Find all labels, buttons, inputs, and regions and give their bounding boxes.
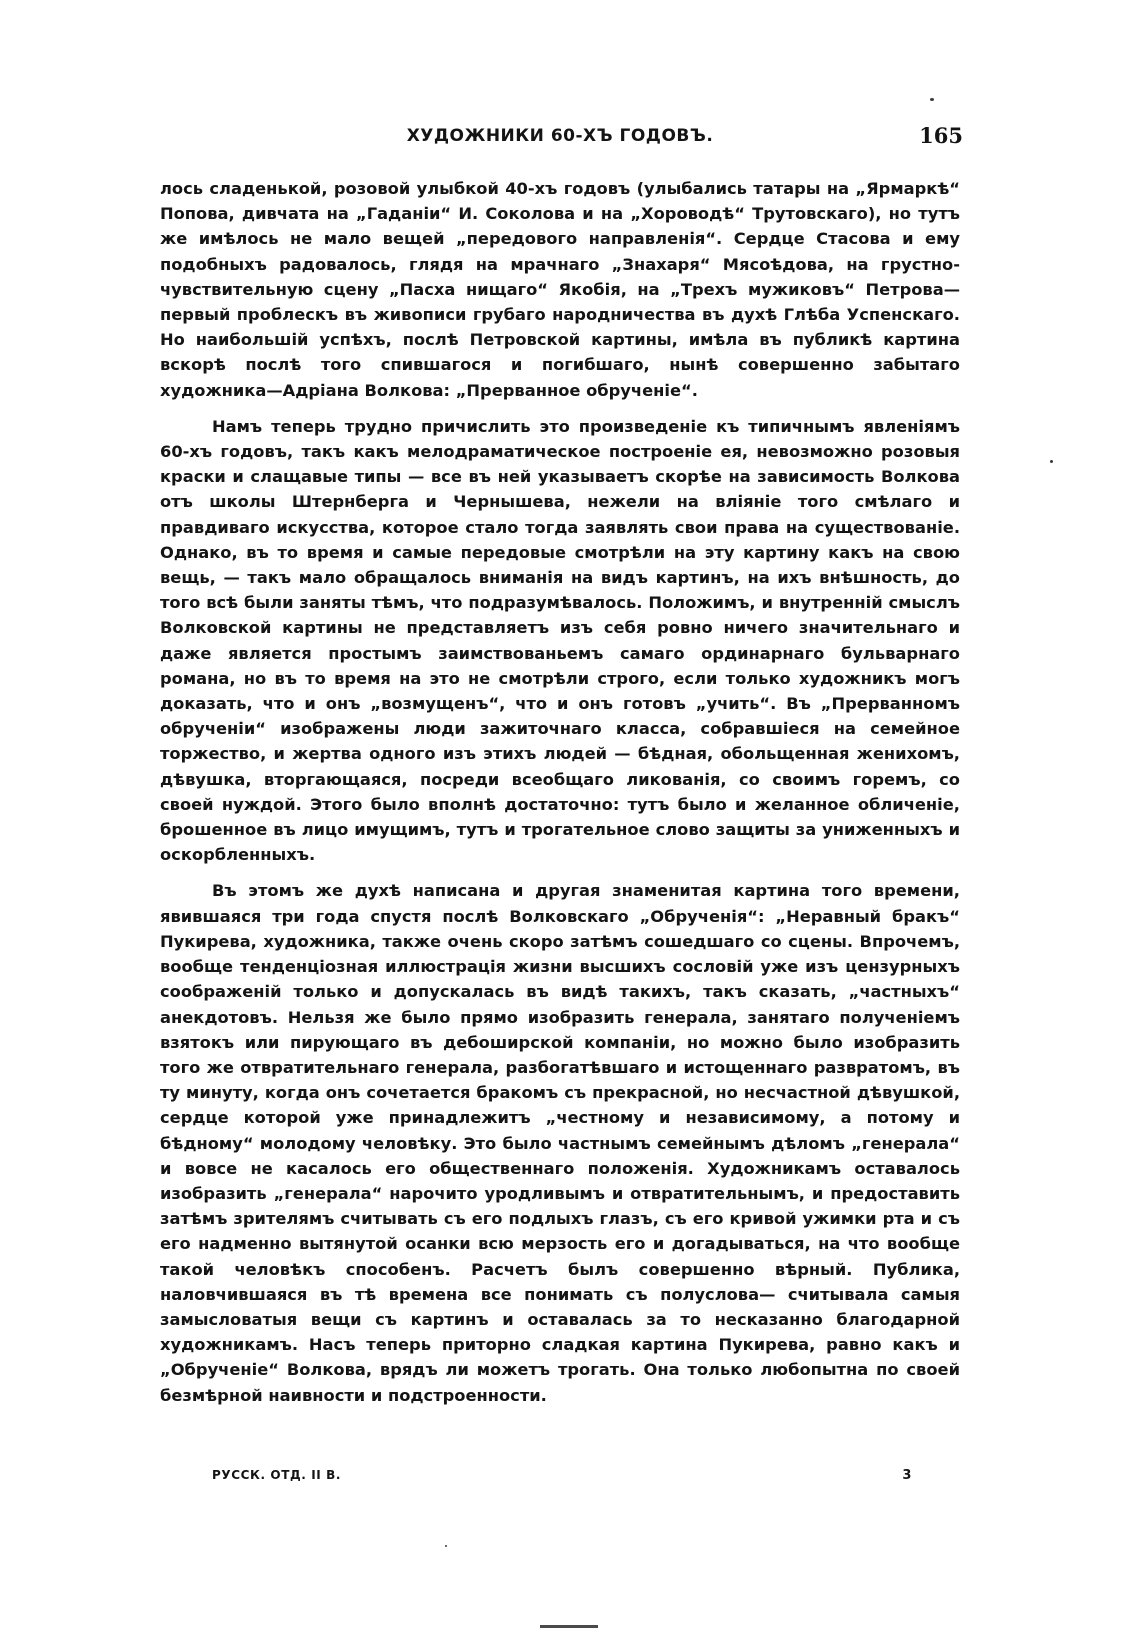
running-title: ХУДОЖНИКИ 60-ХЪ ГОДОВЪ.: [406, 126, 714, 146]
scan-edge-mark: [540, 1625, 598, 1628]
page-number: 165: [919, 123, 963, 148]
signature-line: РУССК. ОТД. II В.: [212, 1468, 342, 1482]
running-head: [160, 123, 963, 156]
page-footer: [212, 1468, 912, 1488]
scan-speck: [445, 1545, 447, 1547]
body-text: [160, 176, 960, 1408]
sheet-mark: 3: [902, 1468, 912, 1483]
paragraph-3: Въ этомъ же духѣ написана и другая знаменитая картина того времени, явившаяся три года спустя послѣ Волковскаго „Обрученія“: „Неравный бракъ“ Пукирева, художника, также очень скоро затѣмъ сошедшаго со сцены. Впрочемъ, вообще тенденціозная иллюстрація жизни высшихъ сословій уже изъ цензурныхъ соображеній только и допускалась въ видѣ такихъ, такъ сказать, „частныхъ“ анекдотовъ. Нельзя же было прямо изобразить генерала, занятаго полученіемъ взятокъ или пирующаго въ дебоширской компаніи, но можно было изобразить того же отвратительнаго генерала, разбогатѣвшаго и истощеннаго развратомъ, въ ту минуту, когда онъ сочетается бракомъ съ прекрасной, но несчастной дѣвушкой, сердце которой уже принадлежитъ „честному и независимому, а потому и бѣдному“ молодому человѣку. Это было частнымъ семейнымъ дѣломъ „генерала“ и вовсе не касалось его общественнаго положенія. Художникамъ оставалось изобразить „генерала“ нарочито уродливымъ и отвратительнымъ, и предоставить затѣмъ зрителямъ считывать съ его подлыхъ глазъ, съ его кривой ужимки рта и съ его надменно вытянутой осанки всю мерзость его и догадываться, на что вообще такой человѣкъ способенъ. Расчетъ былъ совершенно вѣрный. Публика, наловчившаяся въ тѣ времена все понимать съ полуслова— считывала самыя замысловатыя вещи съ картинъ и оставалась за то несказанно благодарной художникамъ. Насъ теперь приторно сладкая картина Пукирева, равно какъ и „Обрученіе“ Волкова, врядъ ли можетъ трогать. Она только любопытна по своей безмѣрной наивности и подстроенности.: [160, 881, 960, 1405]
paragraph-2: Намъ теперь трудно причислить это произведеніе къ типичнымъ явленіямъ 60-хъ годовъ, такъ какъ мелодраматическое построеніе ея, невозможно розовыя краски и слащавые типы — все въ ней указываетъ скорѣе на зависимость Волкова отъ школы Штернберга и Чернышева, нежели на вліяніе того смѣлаго и правдиваго искусства, которое стало тогда заявлять свои права на существованіе. Однако, въ то время и самые передовые смотрѣли на эту картину какъ на свою вещь, — такъ мало обращалось вниманія на видъ картинъ, на ихъ внѣшность, до того всѣ были заняты тѣмъ, что подразумѣвалось. Положимъ, и внутренній смыслъ Волковской картины не представляетъ изъ себя ровно ничего значительнаго и даже является простымъ заимствованьемъ самаго ординарнаго бульварнаго романа, но въ то время на это не смотрѣли строго, если только художникъ могъ доказать, что и онъ „возмущенъ“, что и онъ готовъ „учить“. Въ „Прерванномъ обрученіи“ изображены люди зажиточнаго класса, собравшіеся на семейное торжество, и жертва одного изъ этихъ людей — бѣдная, обольщенная женихомъ, дѣвушка, вторгающаяся, посреди всеобщаго ликованія, со своимъ горемъ, со своей нуждой. Этого было вполнѣ достаточно: тутъ было и желанное обличеніе, брошенное въ лицо имущимъ, тутъ и трогательное слово защиты за униженныхъ и оскорбленныхъ.: [160, 416, 960, 865]
scan-speck: [930, 98, 934, 101]
paragraph-1: лось сладенькой, розовой улыбкой 40-хъ годовъ (улыбались татары на „Ярмаркѣ“ Попова, дивчата на „Гаданіи“ И. Соколова и на „Хороводѣ“ Трутовскаго), но тутъ же имѣлось не мало вещей „передового направленія“. Сердце Стасова и ему подобныхъ радовалось, глядя на мрачнаго „Знахаря“ Мясоѣдова, на грустно-чувствительную сцену „Пасха нищаго“ Якобія, на „Трехъ мужиковъ“ Петрова—первый проблескъ въ живописи грубаго народничества въ духѣ Глѣба Успенскаго. Но наибольшій успѣхъ, послѣ Петровской картины, имѣла въ публикѣ картина вскорѣ послѣ того спившагося и погибшаго, нынѣ совершенно забытаго художника—Адріана Волкова: „Прерванное обрученіе“.: [160, 179, 960, 400]
scan-speck: [1050, 460, 1053, 463]
